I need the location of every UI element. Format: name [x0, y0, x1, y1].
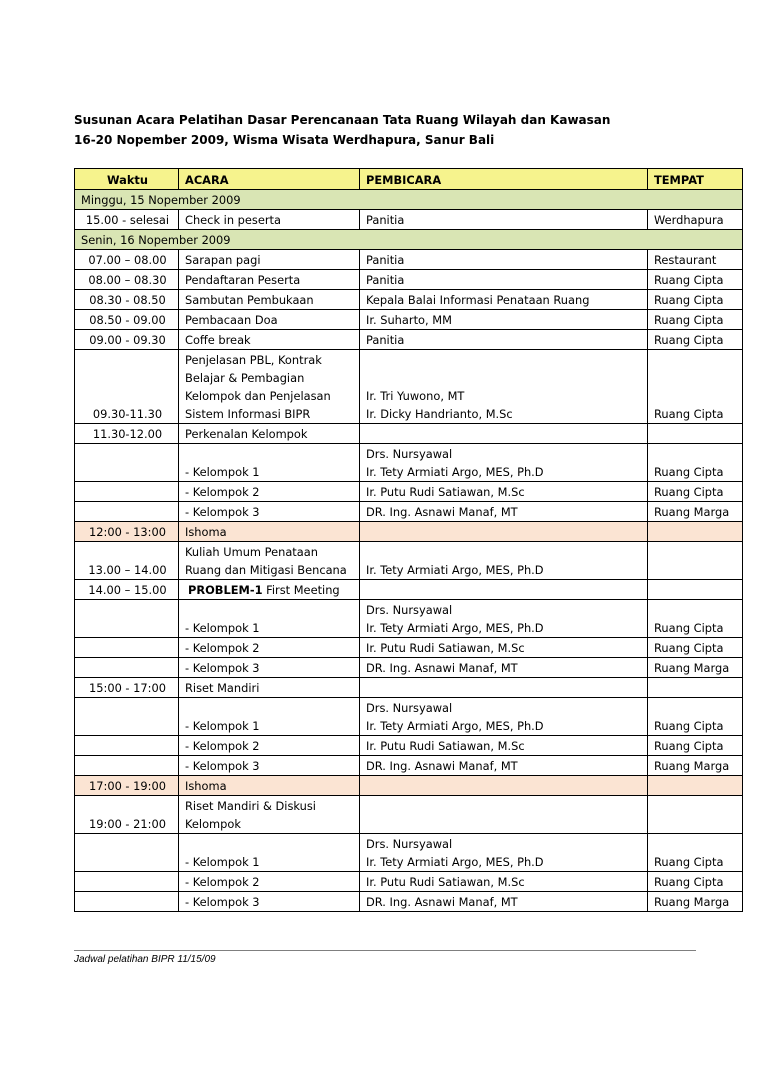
table-row — [75, 444, 743, 482]
acara-line: Sambutan Pembukaan — [185, 293, 314, 307]
cell-pembicara — [360, 638, 648, 658]
cell-tempat — [648, 522, 743, 542]
cell-tempat — [648, 796, 743, 834]
cell-acara — [179, 270, 360, 290]
acara-line: - Kelompok 1 — [185, 719, 260, 733]
table-row — [75, 736, 743, 756]
cell-tempat: Ruang Marga — [648, 502, 743, 522]
header-tempat: TEMPAT — [648, 169, 743, 190]
table-row — [75, 892, 743, 912]
cell-waktu — [75, 698, 179, 736]
pembicara-line: DR. Ing. Asnawi Manaf, MT — [366, 759, 518, 773]
table-row — [75, 270, 743, 290]
pembicara-line: Ir. Tety Armiati Argo, MES, Ph.D — [366, 465, 544, 479]
cell-waktu: 08.50 - 09.00 — [75, 310, 179, 330]
cell-tempat — [648, 776, 743, 796]
cell-tempat: Ruang Marga — [648, 756, 743, 776]
header-acara: ACARA — [179, 169, 360, 190]
cell-acara — [179, 776, 360, 796]
acara-line: Coffe break — [185, 333, 251, 347]
acara-line: Sarapan pagi — [185, 253, 261, 267]
cell-waktu — [75, 658, 179, 678]
cell-pembicara — [360, 892, 648, 912]
cell-waktu — [75, 638, 179, 658]
cell-tempat: Ruang Cipta — [648, 310, 743, 330]
cell-acara — [179, 444, 360, 482]
cell-tempat: Werdhapura — [648, 210, 743, 230]
document-title: Susunan Acara Pelatihan Dasar Perencanaan Tata Ruang Wilayah dan Kawasan — [74, 113, 611, 127]
acara-line: Belajar & Pembagian — [185, 371, 305, 385]
cell-waktu: 19:00 - 21:00 — [75, 796, 179, 834]
cell-waktu — [75, 892, 179, 912]
acara-line: - Kelompok 2 — [185, 485, 260, 499]
cell-acara — [179, 350, 360, 424]
cell-tempat: Ruang Cipta — [648, 736, 743, 756]
cell-waktu: 08.30 - 08.50 — [75, 290, 179, 310]
cell-acara — [179, 310, 360, 330]
pembicara-line: Ir. Tety Armiati Argo, MES, Ph.D — [366, 563, 544, 577]
table-row — [75, 350, 743, 424]
cell-waktu: 15:00 - 17:00 — [75, 678, 179, 698]
pembicara-line: Panitia — [366, 253, 405, 267]
cell-acara — [179, 678, 360, 698]
acara-line: - Kelompok 2 — [185, 875, 260, 889]
cell-tempat — [648, 424, 743, 444]
cell-pembicara — [360, 698, 648, 736]
acara-line: Kelompok dan Penjelasan — [185, 389, 331, 403]
acara-line: - Kelompok 3 — [185, 895, 260, 909]
cell-pembicara — [360, 522, 648, 542]
cell-tempat: Ruang Cipta — [648, 270, 743, 290]
pembicara-line: Ir. Dicky Handrianto, M.Sc — [366, 407, 513, 421]
cell-acara — [179, 834, 360, 872]
cell-pembicara — [360, 250, 648, 270]
pembicara-line — [366, 679, 643, 697]
acara-line: Pendaftaran Peserta — [185, 273, 301, 287]
cell-acara — [179, 250, 360, 270]
table-row — [75, 638, 743, 658]
pembicara-line: Ir. Tri Yuwono, MT — [366, 389, 465, 403]
cell-pembicara — [360, 424, 648, 444]
cell-tempat: Ruang Cipta — [648, 444, 743, 482]
table-row — [75, 600, 743, 638]
cell-acara — [179, 580, 360, 600]
acara-line: Ruang dan Mitigasi Bencana — [185, 563, 347, 577]
acara-line: Kelompok — [185, 817, 241, 831]
day-row — [75, 230, 743, 250]
pembicara-line: Ir. Putu Rudi Satiawan, M.Sc — [366, 875, 525, 889]
cell-acara — [179, 736, 360, 756]
table-row — [75, 580, 743, 600]
cell-pembicara — [360, 736, 648, 756]
table-row — [75, 796, 743, 834]
cell-pembicara — [360, 678, 648, 698]
cell-pembicara — [360, 542, 648, 580]
acara-line: - Kelompok 2 — [185, 739, 260, 753]
acara-line: Ishoma — [185, 525, 227, 539]
acara-line: - Kelompok 3 — [185, 661, 260, 675]
cell-acara — [179, 502, 360, 522]
acara-bold: PROBLEM-1 — [188, 583, 263, 597]
day-row — [75, 190, 743, 210]
cell-acara — [179, 210, 360, 230]
acara-line: - Kelompok 3 — [185, 759, 260, 773]
cell-tempat: Ruang Cipta — [648, 600, 743, 638]
cell-tempat — [648, 542, 743, 580]
acara-line: Penjelasan PBL, Kontrak — [185, 353, 322, 367]
pembicara-line: DR. Ing. Asnawi Manaf, MT — [366, 895, 518, 909]
pembicara-line — [366, 523, 643, 541]
cell-acara — [179, 698, 360, 736]
pembicara-line: Drs. Nursyawal — [366, 837, 453, 851]
cell-waktu: 14.00 – 15.00 — [75, 580, 179, 600]
pembicara-line: Ir. Tety Armiati Argo, MES, Ph.D — [366, 719, 544, 733]
table-row — [75, 658, 743, 678]
schedule-table — [74, 168, 743, 912]
acara-line: Sistem Informasi BIPR — [185, 407, 311, 421]
pembicara-line: Drs. Nursyawal — [366, 447, 453, 461]
cell-acara — [179, 600, 360, 638]
cell-waktu: 15.00 - selesai — [75, 210, 179, 230]
cell-acara — [179, 522, 360, 542]
footer-divider — [74, 950, 696, 951]
acara-line: Riset Mandiri & Diskusi — [185, 799, 316, 813]
cell-tempat: Ruang Cipta — [648, 482, 743, 502]
cell-pembicara — [360, 310, 648, 330]
table-row — [75, 776, 743, 796]
cell-acara — [179, 290, 360, 310]
pembicara-line — [366, 815, 643, 833]
cell-waktu: 08.00 – 08.30 — [75, 270, 179, 290]
cell-pembicara — [360, 290, 648, 310]
header-pembicara: PEMBICARA — [360, 169, 648, 190]
acara-line: - Kelompok 1 — [185, 621, 260, 635]
cell-pembicara — [360, 834, 648, 872]
table-row — [75, 872, 743, 892]
footer-text: Jadwal pelatihan BIPR 11/15/09 — [74, 954, 216, 965]
document-subtitle: 16-20 Nopember 2009, Wisma Wisata Werdhapura, Sanur Bali — [74, 133, 495, 147]
cell-tempat: Ruang Marga — [648, 658, 743, 678]
cell-waktu: 07.00 – 08.00 — [75, 250, 179, 270]
cell-pembicara — [360, 350, 648, 424]
cell-pembicara — [360, 796, 648, 834]
table-row — [75, 756, 743, 776]
cell-tempat: Ruang Cipta — [648, 872, 743, 892]
cell-pembicara — [360, 482, 648, 502]
cell-tempat — [648, 580, 743, 600]
table-row — [75, 482, 743, 502]
cell-pembicara — [360, 756, 648, 776]
cell-waktu: 17:00 - 19:00 — [75, 776, 179, 796]
cell-waktu — [75, 736, 179, 756]
cell-acara — [179, 872, 360, 892]
acara-line: - Kelompok 1 — [185, 465, 260, 479]
cell-tempat: Ruang Cipta — [648, 638, 743, 658]
table-row — [75, 678, 743, 698]
table-row — [75, 424, 743, 444]
table-row — [75, 290, 743, 310]
pembicara-line: Ir. Tety Armiati Argo, MES, Ph.D — [366, 855, 544, 869]
acara-line: Kuliah Umum Penataan — [185, 545, 318, 559]
pembicara-line: DR. Ing. Asnawi Manaf, MT — [366, 661, 518, 675]
cell-pembicara — [360, 210, 648, 230]
cell-pembicara — [360, 776, 648, 796]
table-row — [75, 698, 743, 736]
cell-acara — [179, 424, 360, 444]
cell-waktu — [75, 482, 179, 502]
cell-acara — [179, 756, 360, 776]
cell-acara — [179, 658, 360, 678]
acara-line: Pembacaan Doa — [185, 313, 278, 327]
cell-waktu: 13.00 – 14.00 — [75, 542, 179, 580]
cell-pembicara — [360, 502, 648, 522]
cell-waktu — [75, 600, 179, 638]
cell-waktu — [75, 502, 179, 522]
cell-acara — [179, 330, 360, 350]
cell-waktu: 09.30-11.30 — [75, 350, 179, 424]
cell-tempat: Ruang Cipta — [648, 698, 743, 736]
cell-pembicara — [360, 600, 648, 638]
table-row — [75, 310, 743, 330]
cell-tempat: Ruang Cipta — [648, 350, 743, 424]
cell-tempat: Ruang Cipta — [648, 834, 743, 872]
cell-pembicara — [360, 580, 648, 600]
pembicara-line: Kepala Balai Informasi Penataan Ruang — [366, 293, 590, 307]
pembicara-line: Panitia — [366, 213, 405, 227]
cell-pembicara — [360, 444, 648, 482]
acara-line: - Kelompok 2 — [185, 641, 260, 655]
acara-line: Ishoma — [185, 779, 227, 793]
cell-pembicara — [360, 658, 648, 678]
acara-line: - Kelompok 3 — [185, 505, 260, 519]
cell-tempat: Ruang Cipta — [648, 290, 743, 310]
acara-line: - Kelompok 1 — [185, 855, 260, 869]
pembicara-line: Panitia — [366, 273, 405, 287]
pembicara-line: Ir. Putu Rudi Satiawan, M.Sc — [366, 485, 525, 499]
cell-pembicara — [360, 270, 648, 290]
table-header-row — [75, 169, 743, 190]
pembicara-line — [366, 581, 643, 599]
cell-pembicara — [360, 872, 648, 892]
day-label: Minggu, 15 Nopember 2009 — [75, 190, 743, 210]
header-waktu: Waktu — [75, 169, 179, 190]
day-label: Senin, 16 Nopember 2009 — [75, 230, 743, 250]
cell-waktu: 11.30-12.00 — [75, 424, 179, 444]
cell-acara — [179, 542, 360, 580]
pembicara-line: Panitia — [366, 333, 405, 347]
cell-acara — [179, 796, 360, 834]
cell-waktu: 09.00 - 09.30 — [75, 330, 179, 350]
cell-tempat — [648, 678, 743, 698]
pembicara-line: Drs. Nursyawal — [366, 701, 453, 715]
table-row — [75, 210, 743, 230]
acara-line: First Meeting — [262, 583, 340, 597]
table-row — [75, 542, 743, 580]
table-row — [75, 522, 743, 542]
acara-line: Check in peserta — [185, 213, 281, 227]
pembicara-line: Ir. Putu Rudi Satiawan, M.Sc — [366, 739, 525, 753]
cell-waktu — [75, 444, 179, 482]
table-row — [75, 250, 743, 270]
pembicara-line — [366, 425, 643, 443]
cell-acara — [179, 892, 360, 912]
table-row — [75, 502, 743, 522]
cell-pembicara — [360, 330, 648, 350]
acara-line: Perkenalan Kelompok — [185, 427, 308, 441]
cell-waktu: 12:00 - 13:00 — [75, 522, 179, 542]
cell-waktu — [75, 834, 179, 872]
table-row — [75, 330, 743, 350]
cell-tempat: Ruang Marga — [648, 892, 743, 912]
cell-waktu — [75, 756, 179, 776]
table-row — [75, 834, 743, 872]
pembicara-line — [366, 777, 643, 795]
pembicara-line: DR. Ing. Asnawi Manaf, MT — [366, 505, 518, 519]
pembicara-line: Ir. Suharto, MM — [366, 313, 452, 327]
pembicara-line: Drs. Nursyawal — [366, 603, 453, 617]
cell-waktu — [75, 872, 179, 892]
cell-tempat: Ruang Cipta — [648, 330, 743, 350]
cell-acara — [179, 638, 360, 658]
pembicara-line: Ir. Putu Rudi Satiawan, M.Sc — [366, 641, 525, 655]
cell-acara — [179, 482, 360, 502]
pembicara-line: Ir. Tety Armiati Argo, MES, Ph.D — [366, 621, 544, 635]
cell-tempat: Restaurant — [648, 250, 743, 270]
acara-line: Riset Mandiri — [185, 681, 260, 695]
